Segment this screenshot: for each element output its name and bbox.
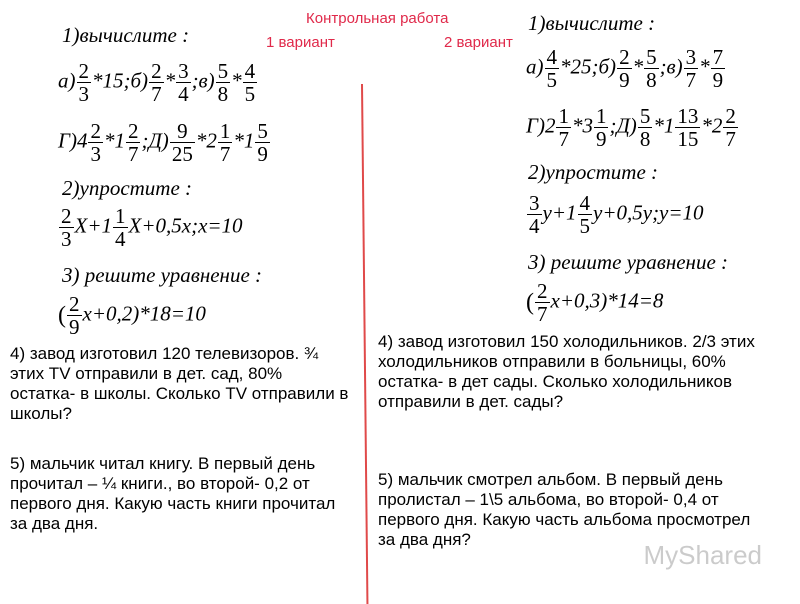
v2-task5: 5) мальчик смотрел альбом. В первый день пролистал – 1\5 альбома, во второй- 0,4 от первого дня. Какую часть альбома просмотрел за два дня? (378, 470, 751, 549)
variant-2-label: 2 вариант (444, 34, 513, 51)
page-title: Контрольная работа (306, 10, 449, 27)
v1-task1-expr-g: Г)4 $\frac{2}{3}$ *1 $\frac{2}{7}$ ;Д) $\frac{9}{25}$ *2 $\frac{1}{7}$ *1 $\frac{5}{9}$ (58, 119, 268, 167)
v2-task2-heading: 2)упростите : (528, 160, 659, 184)
v2-task2-expr: $\frac{3}{4}$ y+1 $\frac{4}{5}$ y+0,5y;y=10 (529, 191, 704, 239)
variant-1-label: 1 вариант (266, 34, 335, 51)
v1-task3-expr: ( $\frac{2}{9}$ x+0,2)*18=10 (58, 292, 206, 340)
v1-task4: 4) завод изготовил 120 телевизоров. ¾ этих TV отправили в дет. сад, 80% остатка- в школы. Сколько TV отправили в школы? (10, 344, 349, 423)
v1-task5: 5) мальчик читал книгу. В первый день прочитал – ¼ книги., во второй- 0,2 от первого дня. Какую часть книги прочитал за два дня. (10, 454, 336, 533)
v2-task1-expr-a: a) $\frac{4}{5}$ *25;б) $\frac{2}{9}$ * $\frac{5}{8}$ ;в) $\frac{3}{7}$ * $\frac{7}{9}$ (526, 45, 724, 93)
watermark-logo: MyShared (643, 540, 762, 570)
column-divider (361, 84, 368, 604)
v2-task3-heading: 3) решите уравнение : (528, 250, 729, 274)
v2-task3-expr: ( $\frac{2}{7}$ x+0,3)*14=8 (526, 279, 664, 327)
v1-task1-expr-a: a) $\frac{2}{3}$ *15;б) $\frac{2}{7}$ * $\frac{3}{4}$ ;в) $\frac{5}{8}$ * $\frac{4}{5}$ (58, 59, 256, 107)
v2-task1-heading: 1)вычислите : (528, 11, 656, 35)
v1-task2-heading: 2)упростите : (62, 176, 193, 200)
v1-task3-heading: 3) решите уравнение : (62, 263, 263, 287)
v2-task4: 4) завод изготовил 150 холодильников. 2/3 этих холодильников отправили в больницы, 60% остатка- в дет сады. Сколько холодильников отправили в дет. сады? (378, 332, 755, 411)
v1-task2-expr: $\frac{2}{3}$ X+1 $\frac{1}{4}$ X+0,5x;x=10 (61, 204, 243, 252)
v1-task1-heading: 1)вычислите : (62, 23, 190, 47)
v2-task1-expr-g: Г)2 $\frac{1}{7}$ *3 $\frac{1}{9}$ ;Д) $\frac{5}{8}$ *1 $\frac{13}{15}$ *2 $\frac{2}{7}$ (526, 104, 736, 152)
